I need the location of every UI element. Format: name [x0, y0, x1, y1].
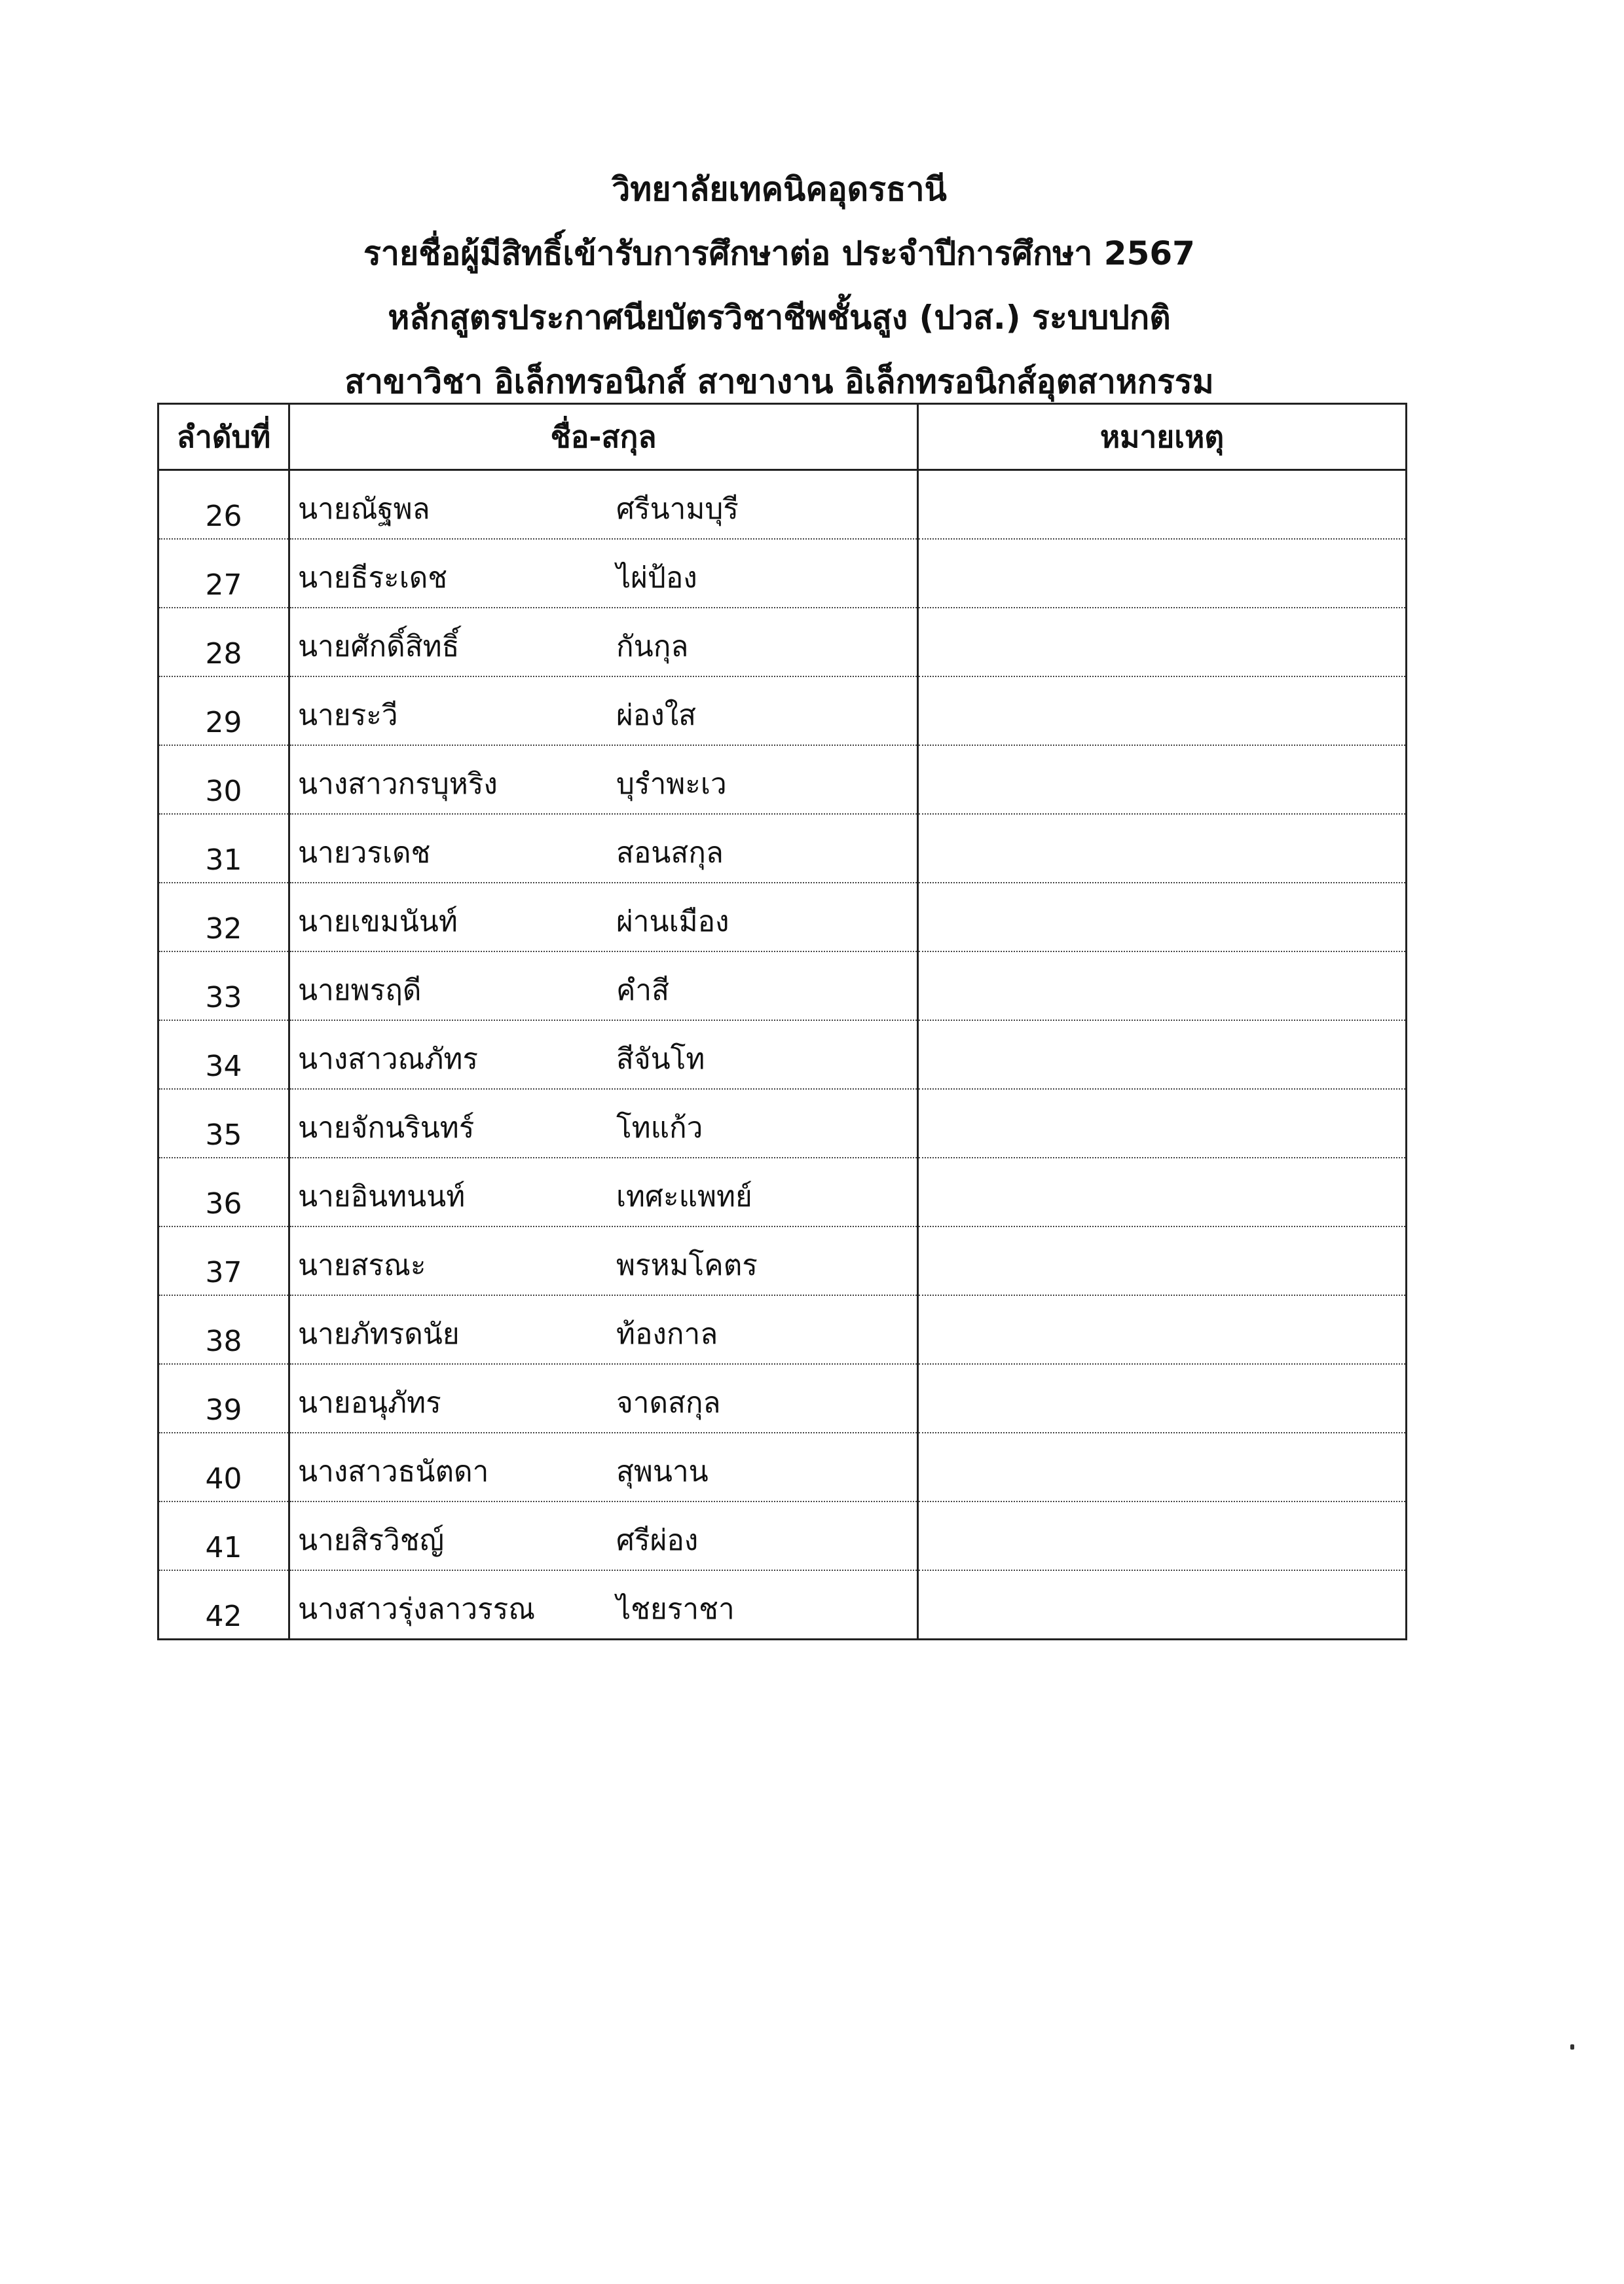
- major-title: สาขาวิชา อิเล็กทรอนิกส์ สาขางาน อิเล็กทรอนิกส์อุตสาหกรรม: [344, 363, 1214, 401]
- row-remark: [918, 470, 1407, 540]
- first-name: นางสาวณภัทร: [298, 1042, 478, 1076]
- row-full-name: [289, 1226, 918, 1295]
- row-number: 38: [158, 1295, 289, 1364]
- last-name: บุรำพะเว: [616, 767, 727, 801]
- row-full-name: [289, 1501, 918, 1570]
- table-row: [158, 1433, 1407, 1501]
- row-number: 26: [158, 470, 289, 540]
- row-full-name: [289, 951, 918, 1020]
- table-row: [158, 1226, 1407, 1295]
- table-row: [158, 1020, 1407, 1089]
- first-name: นายศักดิ์สิทธิ์: [298, 630, 460, 663]
- first-name: นายภัทรดนัย: [298, 1317, 460, 1351]
- column-header-name: ชื่อ-สกุล: [289, 404, 918, 470]
- last-name: สอนสกุล: [616, 836, 724, 870]
- table-header-row: [158, 404, 1407, 470]
- first-name: นายเขมนันท์: [298, 905, 458, 938]
- last-name: ศรีนามบุรี: [616, 492, 739, 526]
- row-full-name: [289, 1020, 918, 1089]
- table-body: [158, 470, 1407, 1640]
- row-number: 30: [158, 745, 289, 814]
- row-full-name: [289, 814, 918, 883]
- row-full-name: [289, 1570, 918, 1640]
- row-full-name: [289, 608, 918, 676]
- last-name: สีจันโท: [616, 1042, 705, 1076]
- row-number: 27: [158, 539, 289, 608]
- first-name: นายวรเดช: [298, 836, 431, 870]
- first-name: นายณัฐพล: [298, 492, 430, 526]
- row-full-name: [289, 1364, 918, 1433]
- last-name: พรหมโคตร: [616, 1249, 758, 1282]
- table-row: [158, 883, 1407, 951]
- table-header: [158, 404, 1407, 470]
- row-remark: [918, 1295, 1407, 1364]
- row-remark: [918, 745, 1407, 814]
- student-list-table: [157, 403, 1407, 1640]
- row-number: 31: [158, 814, 289, 883]
- last-name: ไผ่ป้อง: [616, 561, 697, 595]
- last-name: เทศะแพทย์: [616, 1180, 752, 1213]
- column-header-number: ลำดับที่: [158, 404, 289, 470]
- row-remark: [918, 539, 1407, 608]
- last-name: ผ่องใส: [616, 699, 697, 732]
- row-full-name: [289, 1433, 918, 1501]
- table-row: [158, 1158, 1407, 1226]
- row-remark: [918, 1570, 1407, 1640]
- last-name: สุพนาน: [616, 1455, 709, 1488]
- row-remark: [918, 814, 1407, 883]
- scan-speck: [1570, 2044, 1574, 2050]
- first-name: นายสิรวิชญ์: [298, 1524, 445, 1557]
- row-full-name: [289, 676, 918, 745]
- table-row: [158, 1089, 1407, 1158]
- last-name: จาดสกุล: [616, 1386, 721, 1420]
- row-remark: [918, 676, 1407, 745]
- last-name: กันกุล: [616, 630, 689, 663]
- row-number: 42: [158, 1570, 289, 1640]
- last-name: ไชยราชา: [616, 1593, 735, 1626]
- last-name: ผ่านเมือง: [616, 905, 729, 938]
- table-row: [158, 951, 1407, 1020]
- row-remark: [918, 1020, 1407, 1089]
- row-number: 35: [158, 1089, 289, 1158]
- row-remark: [918, 608, 1407, 676]
- row-number: 37: [158, 1226, 289, 1295]
- list-title: รายชื่อผู้มีสิทธิ์เข้ารับการศึกษาต่อ ประจำปีการศึกษา 2567: [363, 234, 1195, 272]
- row-number: 36: [158, 1158, 289, 1226]
- row-full-name: [289, 1295, 918, 1364]
- row-remark: [918, 1089, 1407, 1158]
- row-remark: [918, 1501, 1407, 1570]
- table-row: [158, 676, 1407, 745]
- first-name: นายระวี: [298, 699, 398, 732]
- last-name: ศรีผ่อง: [616, 1524, 699, 1557]
- table-row: [158, 608, 1407, 676]
- row-number: 41: [158, 1501, 289, 1570]
- first-name: นายอินทนนท์: [298, 1180, 466, 1213]
- row-remark: [918, 951, 1407, 1020]
- first-name: นายจักนรินทร์: [298, 1111, 475, 1145]
- row-number: 40: [158, 1433, 289, 1501]
- last-name: ท้องกาล: [616, 1317, 718, 1351]
- row-remark: [918, 1364, 1407, 1433]
- row-full-name: [289, 1089, 918, 1158]
- row-full-name: [289, 1158, 918, 1226]
- first-name: นายอนุภัทร: [298, 1386, 441, 1420]
- first-name: นายพรฤดี: [298, 974, 422, 1007]
- row-number: 29: [158, 676, 289, 745]
- table-row: [158, 539, 1407, 608]
- row-remark: [918, 1158, 1407, 1226]
- document-header: [0, 157, 1559, 414]
- first-name: นางสาวกรบุหริง: [298, 767, 498, 801]
- row-number: 33: [158, 951, 289, 1020]
- table-row: [158, 745, 1407, 814]
- row-full-name: [289, 539, 918, 608]
- table-row: [158, 1295, 1407, 1364]
- row-remark: [918, 1226, 1407, 1295]
- row-remark: [918, 1433, 1407, 1501]
- last-name: คำสี: [616, 974, 669, 1007]
- row-number: 34: [158, 1020, 289, 1089]
- column-header-remark: หมายเหตุ: [918, 404, 1407, 470]
- row-number: 32: [158, 883, 289, 951]
- first-name: นางสาวธนัตดา: [298, 1455, 489, 1488]
- row-number: 28: [158, 608, 289, 676]
- table-row: [158, 814, 1407, 883]
- program-title: หลักสูตรประกาศนียบัตรวิชาชีพชั้นสูง (ปวส.) ระบบปกติ: [388, 299, 1171, 337]
- row-full-name: [289, 470, 918, 540]
- table-row: [158, 1364, 1407, 1433]
- row-number: 39: [158, 1364, 289, 1433]
- row-full-name: [289, 883, 918, 951]
- table-row: [158, 1501, 1407, 1570]
- table-row: [158, 1570, 1407, 1640]
- first-name: นางสาวรุ่งลาวรรณ: [298, 1593, 536, 1626]
- first-name: นายธีระเดช: [298, 561, 448, 595]
- first-name: นายสรณะ: [298, 1249, 426, 1282]
- table-row: [158, 470, 1407, 540]
- last-name: โทแก้ว: [616, 1111, 703, 1145]
- row-full-name: [289, 745, 918, 814]
- college-name: วิทยาลัยเทคนิคอุดรธานี: [612, 170, 947, 208]
- row-remark: [918, 883, 1407, 951]
